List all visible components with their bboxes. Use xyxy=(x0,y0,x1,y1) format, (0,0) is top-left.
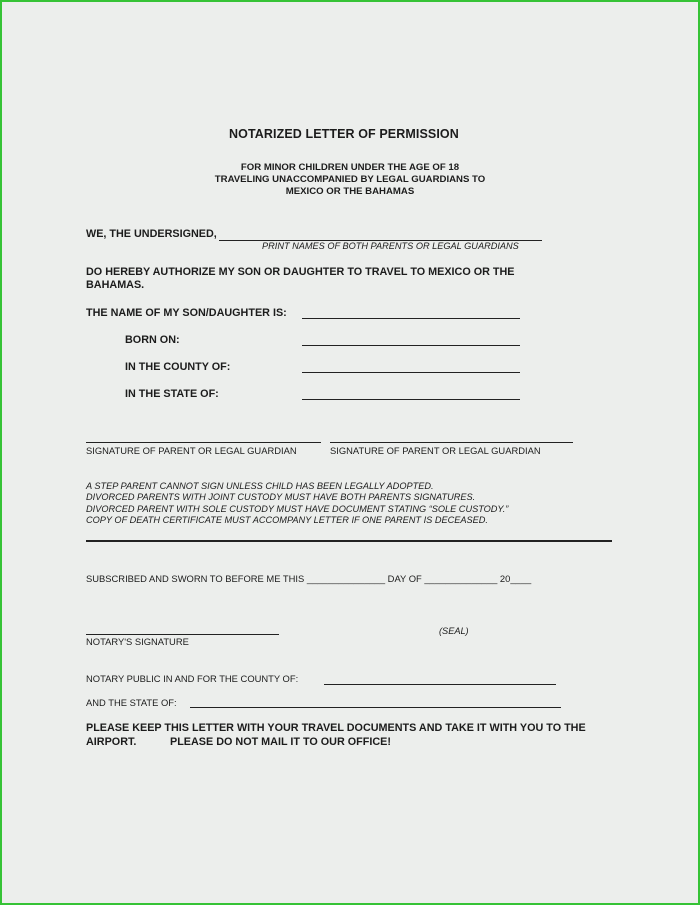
county-line[interactable] xyxy=(302,372,520,373)
parent-signature-line-right[interactable] xyxy=(330,442,573,443)
parent-names-caption: PRINT NAMES OF BOTH PARENTS OR LEGAL GUARDIANS xyxy=(262,241,519,251)
section-divider xyxy=(86,540,612,542)
notary-signature-label: NOTARY'S SIGNATURE xyxy=(86,636,189,647)
notary-state-line[interactable] xyxy=(190,707,561,708)
state-line[interactable] xyxy=(302,399,520,400)
seal-label: (SEAL) xyxy=(439,626,469,636)
footer-do-not-mail: PLEASE DO NOT MAIL IT TO OUR OFFICE! xyxy=(170,736,391,748)
note-line-2: DIVORCED PARENTS WITH JOINT CUSTODY MUST HAVE BOTH PARENTS SIGNATURES. xyxy=(86,492,476,502)
note-line-3: DIVORCED PARENT WITH SOLE CUSTODY MUST HAVE DOCUMENT STATING “SOLE CUSTODY.” xyxy=(86,504,509,514)
note-line-1: A STEP PARENT CANNOT SIGN UNLESS CHILD HAS BEEN LEGALLY ADOPTED. xyxy=(86,481,434,491)
parent-signature-caption-right: SIGNATURE OF PARENT OR LEGAL GUARDIAN xyxy=(330,445,541,456)
notary-county-label: NOTARY PUBLIC IN AND FOR THE COUNTY OF: xyxy=(86,673,299,684)
subtitle-line-3: MEXICO OR THE BAHAMAS xyxy=(285,186,415,197)
state-label: IN THE STATE OF: xyxy=(125,388,219,400)
authorize-line-2: BAHAMAS. xyxy=(86,279,145,291)
subtitle-line-2: TRAVELING UNACCOMPANIED BY LEGAL GUARDIANS TO xyxy=(214,174,486,185)
child-name-label: THE NAME OF MY SON/DAUGHTER IS: xyxy=(86,307,287,319)
parent-signature-line-left[interactable] xyxy=(86,442,321,443)
footer-airport: AIRPORT. xyxy=(86,736,137,748)
subscribed-sworn-text: SUBSCRIBED AND SWORN TO BEFORE ME THIS _______________ DAY OF ______________ 20____ xyxy=(86,573,532,584)
notary-county-line[interactable] xyxy=(324,684,556,685)
born-on-label: BORN ON: xyxy=(125,334,180,346)
subtitle-line-1: FOR MINOR CHILDREN UNDER THE AGE OF 18 xyxy=(240,162,460,173)
notary-signature-line[interactable] xyxy=(86,634,279,635)
parent-signature-caption-left: SIGNATURE OF PARENT OR LEGAL GUARDIAN xyxy=(86,445,297,456)
document-title: NOTARIZED LETTER OF PERMISSION xyxy=(229,127,459,141)
child-name-line[interactable] xyxy=(302,318,520,319)
authorize-line-1: DO HEREBY AUTHORIZE MY SON OR DAUGHTER TO TRAVEL TO MEXICO OR THE xyxy=(86,266,515,278)
county-label: IN THE COUNTY OF: xyxy=(125,361,231,373)
footer-line-1: PLEASE KEEP THIS LETTER WITH YOUR TRAVEL DOCUMENTS AND TAKE IT WITH YOU TO THE xyxy=(86,722,586,734)
born-on-line[interactable] xyxy=(302,345,520,346)
note-line-4: COPY OF DEATH CERTIFICATE MUST ACCOMPANY LETTER IF ONE PARENT IS DECEASED. xyxy=(86,515,488,525)
undersigned-label: WE, THE UNDERSIGNED, xyxy=(86,228,217,240)
notary-state-label: AND THE STATE OF: xyxy=(86,697,177,708)
